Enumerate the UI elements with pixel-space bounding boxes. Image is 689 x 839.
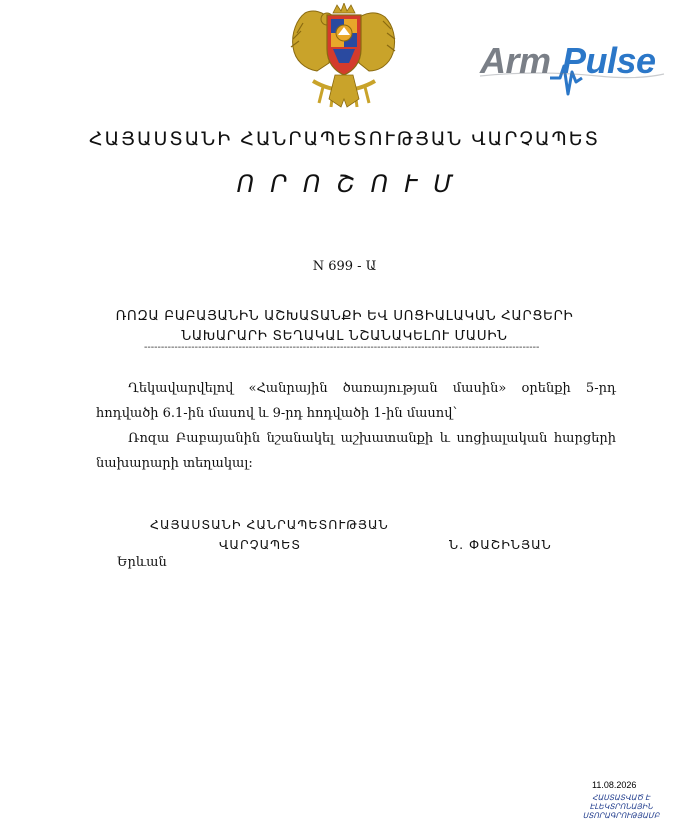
logo-part-pulse: Pulse [562,40,656,81]
stamp-line-1: ՀԱՍՏԱՏՎԱԾ Է [592,793,650,802]
armenia-coat-of-arms-icon [283,3,405,115]
signatory-name: Ն. ՓԱՇԻՆՅԱՆ [449,537,552,552]
subject-line-1: ՌՈԶԱ ԲԱԲԱՅԱՆԻՆ ԱՇԽԱՏԱՆՔԻ ԵՎ ՍՈՑԻԱԼԱԿԱՆ ՀԱՐՑԵՐԻ [115,308,574,324]
decision-paragraph-basis: Ղեկավարվելով «Հանրային ծառայության մասին» օրենքի 5-րդ հոդվածի 6.1-ին մասով և 9-րդ հոդվածի 1-ին մասով՝ [96,381,616,421]
place-of-signing: Երևան [117,555,167,570]
decision-paragraph-appointment: Ռոզա Բաբայանին նշանակել աշխատանքի և սոցիալական հարցերի նախարարի տեղակալ: [96,431,616,471]
subject-line-2: ՆԱԽԱՐԱՐԻ ՏԵՂԱԿԱԼ ՆՇԱՆԱԿԵԼՈՒ ՄԱՍԻՆ [181,328,508,344]
stamp-line-2: ԷԼԵԿՏՐՈՆԱՅԻՆ [589,802,653,811]
decision-subject [60,306,629,346]
separator-line: --------------------------------------------------------------------------------------------------------------------- [144,343,540,353]
document-type-title: ՈՐՈՇՈՒՄ [236,170,469,198]
armpulse-logo [478,36,670,100]
signatory-title-line-1: ՀԱՅԱՍՏԱՆԻ ՀԱՆՐԱՊԵՏՈՒԹՅԱՆ [150,517,389,532]
document-issuer-title: ՀԱՅԱՍՏԱՆԻ ՀԱՆՐԱՊԵՏՈՒԹՅԱՆ ՎԱՐՉԱՊԵՏ [88,128,601,150]
stamp-line-3: ՍՏՈՐԱԳՐՈՒԹՅԱՄԲ [582,811,660,820]
signatory-title-line-2: ՎԱՐՉԱՊԵՏ [219,537,302,552]
logo-part-arm: Arm [480,40,551,81]
decision-number: N 699 - Ա [312,259,377,274]
electronic-signature-stamp [565,793,677,820]
stamp-date: 11.08.2026 [592,780,637,790]
